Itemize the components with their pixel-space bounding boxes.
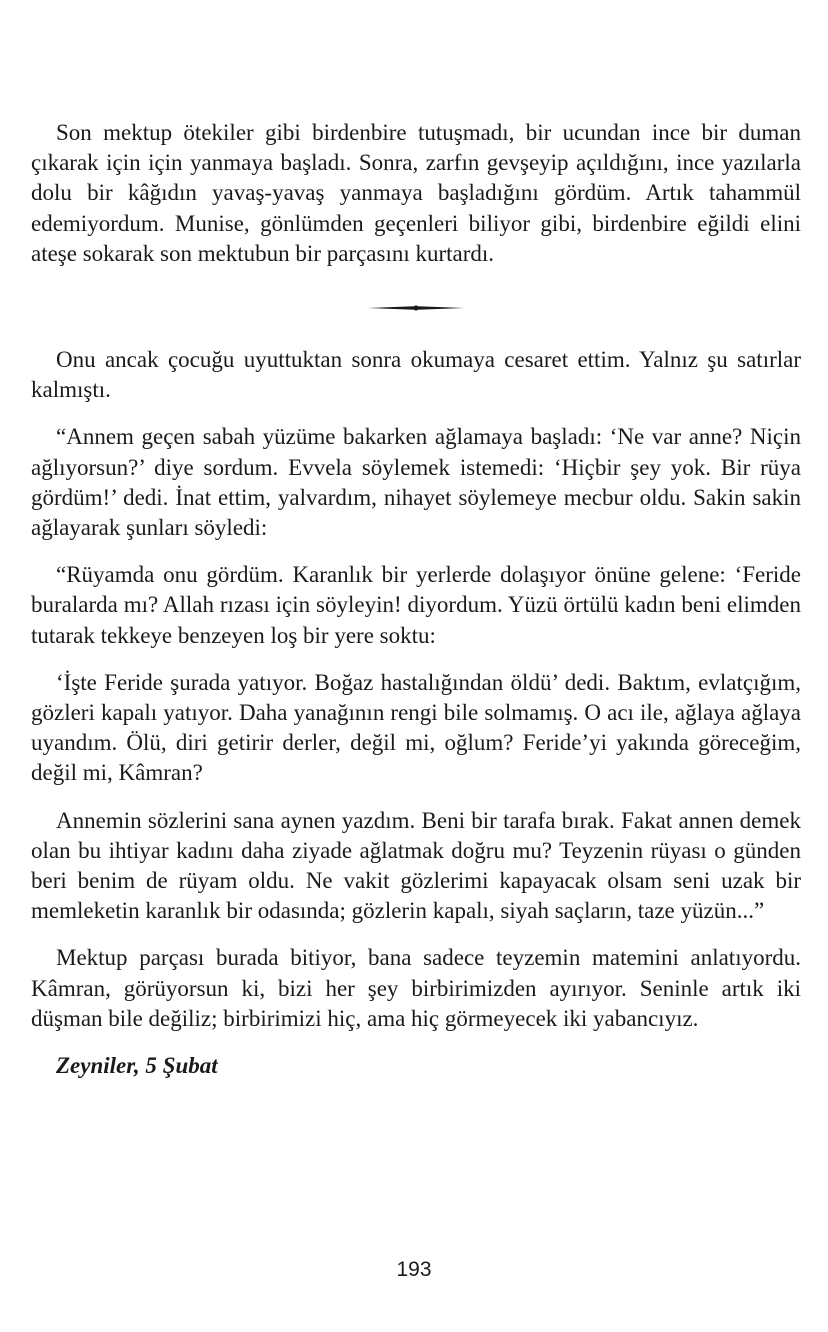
- paragraph-letter-quote-1: “Annem geçen sabah yüzüme bakarken ağlamaya başladı: ‘Ne var anne? Niçin ağlıyorsun?’ diye sordum. Evvela söylemek istemedi: ‘Hiçbir şey yok. Bir rüya gördüm!’ dedi. İnat ettim, yalvardım, nihayet söylemeye mecbur oldu. Sakin sakin ağlayarak şunları söyledi:: [31, 424, 801, 541]
- section-heading: Zeyniler, 5 Şubat: [56, 1053, 218, 1079]
- paragraph-letter-quote-2: “Rüyamda onu gördüm. Karanlık bir yerlerde dolaşıyor önüne gelene: ‘Feride buralarda mı? Allah rızası için söyleyin! diyordum. Yüzü örtülü kadın beni elimden tutarak tekkeye benzeyen loş bir yere soktu:: [31, 562, 801, 648]
- paragraph-letter-quote-3: ‘İşte Feride şurada yatıyor. Boğaz hastalığından öldü’ dedi. Baktım, evlatçığım, gözleri kapalı yatıyor. Daha yanağının rengi bile solmamış. O acı ile, ağlaya ağlaya uyandım. Ölü, diri getirir derler, değil mi, oğlum? Feride’yi yakında göreceğim, değil mi, Kâmran?: [31, 669, 801, 786]
- page-number: 193: [396, 1258, 432, 1281]
- paragraph-letter-quote-4: Annemin sözlerini sana aynen yazdım. Beni bir tarafa bırak. Fakat annen demek olan bu ihtiyar kadını daha ziyade ağlatmak doğru mu? Teyzenin rüyası o günden beri benim de rüyam oldu. Ne vakit gözlerimi kapayacak olsam seni uzak bir memleketin karanlık bir odasında; gözlerin kapalı, siyah saçların, taze yüzün...”: [31, 807, 801, 924]
- separator-ornament: [31, 303, 801, 313]
- paragraph-closing: Mektup parçası burada bitiyor, bana sadece teyzemin matemini anlatıyordu. Kâmran, görüyorsun ki, bizi her şey birbirimizden ayırıyor. Seninle artık iki düşman bile değiliz; birbirimizi hiç, ama hiç görmeyecek iki yabancıyız.: [31, 945, 801, 1031]
- paragraph-burning-letter: Son mektup ötekiler gibi birdenbire tutuşmadı, bir ucundan ince bir duman çıkarak için için yanmaya başladı. Sonra, zarfın gevşeyip açıldığını, ince yazılarla dolu bir kâğıdın yavaş-yavaş yanmaya başladığını gördüm. Artık tahammül edemiyordum. Munise, gönlümden geçenleri biliyor gibi, birdenbire eğildi elini ateşe sokarak son mektubun bir parçasını kurtardı.: [31, 120, 801, 266]
- paragraph-read-after: Onu ancak çocuğu uyuttuktan sonra okumaya cesaret ettim. Yalnız şu satırlar kalmıştı.: [31, 347, 801, 403]
- page-body: [31, 118, 801, 1081]
- ornamental-rule-icon: [368, 303, 464, 313]
